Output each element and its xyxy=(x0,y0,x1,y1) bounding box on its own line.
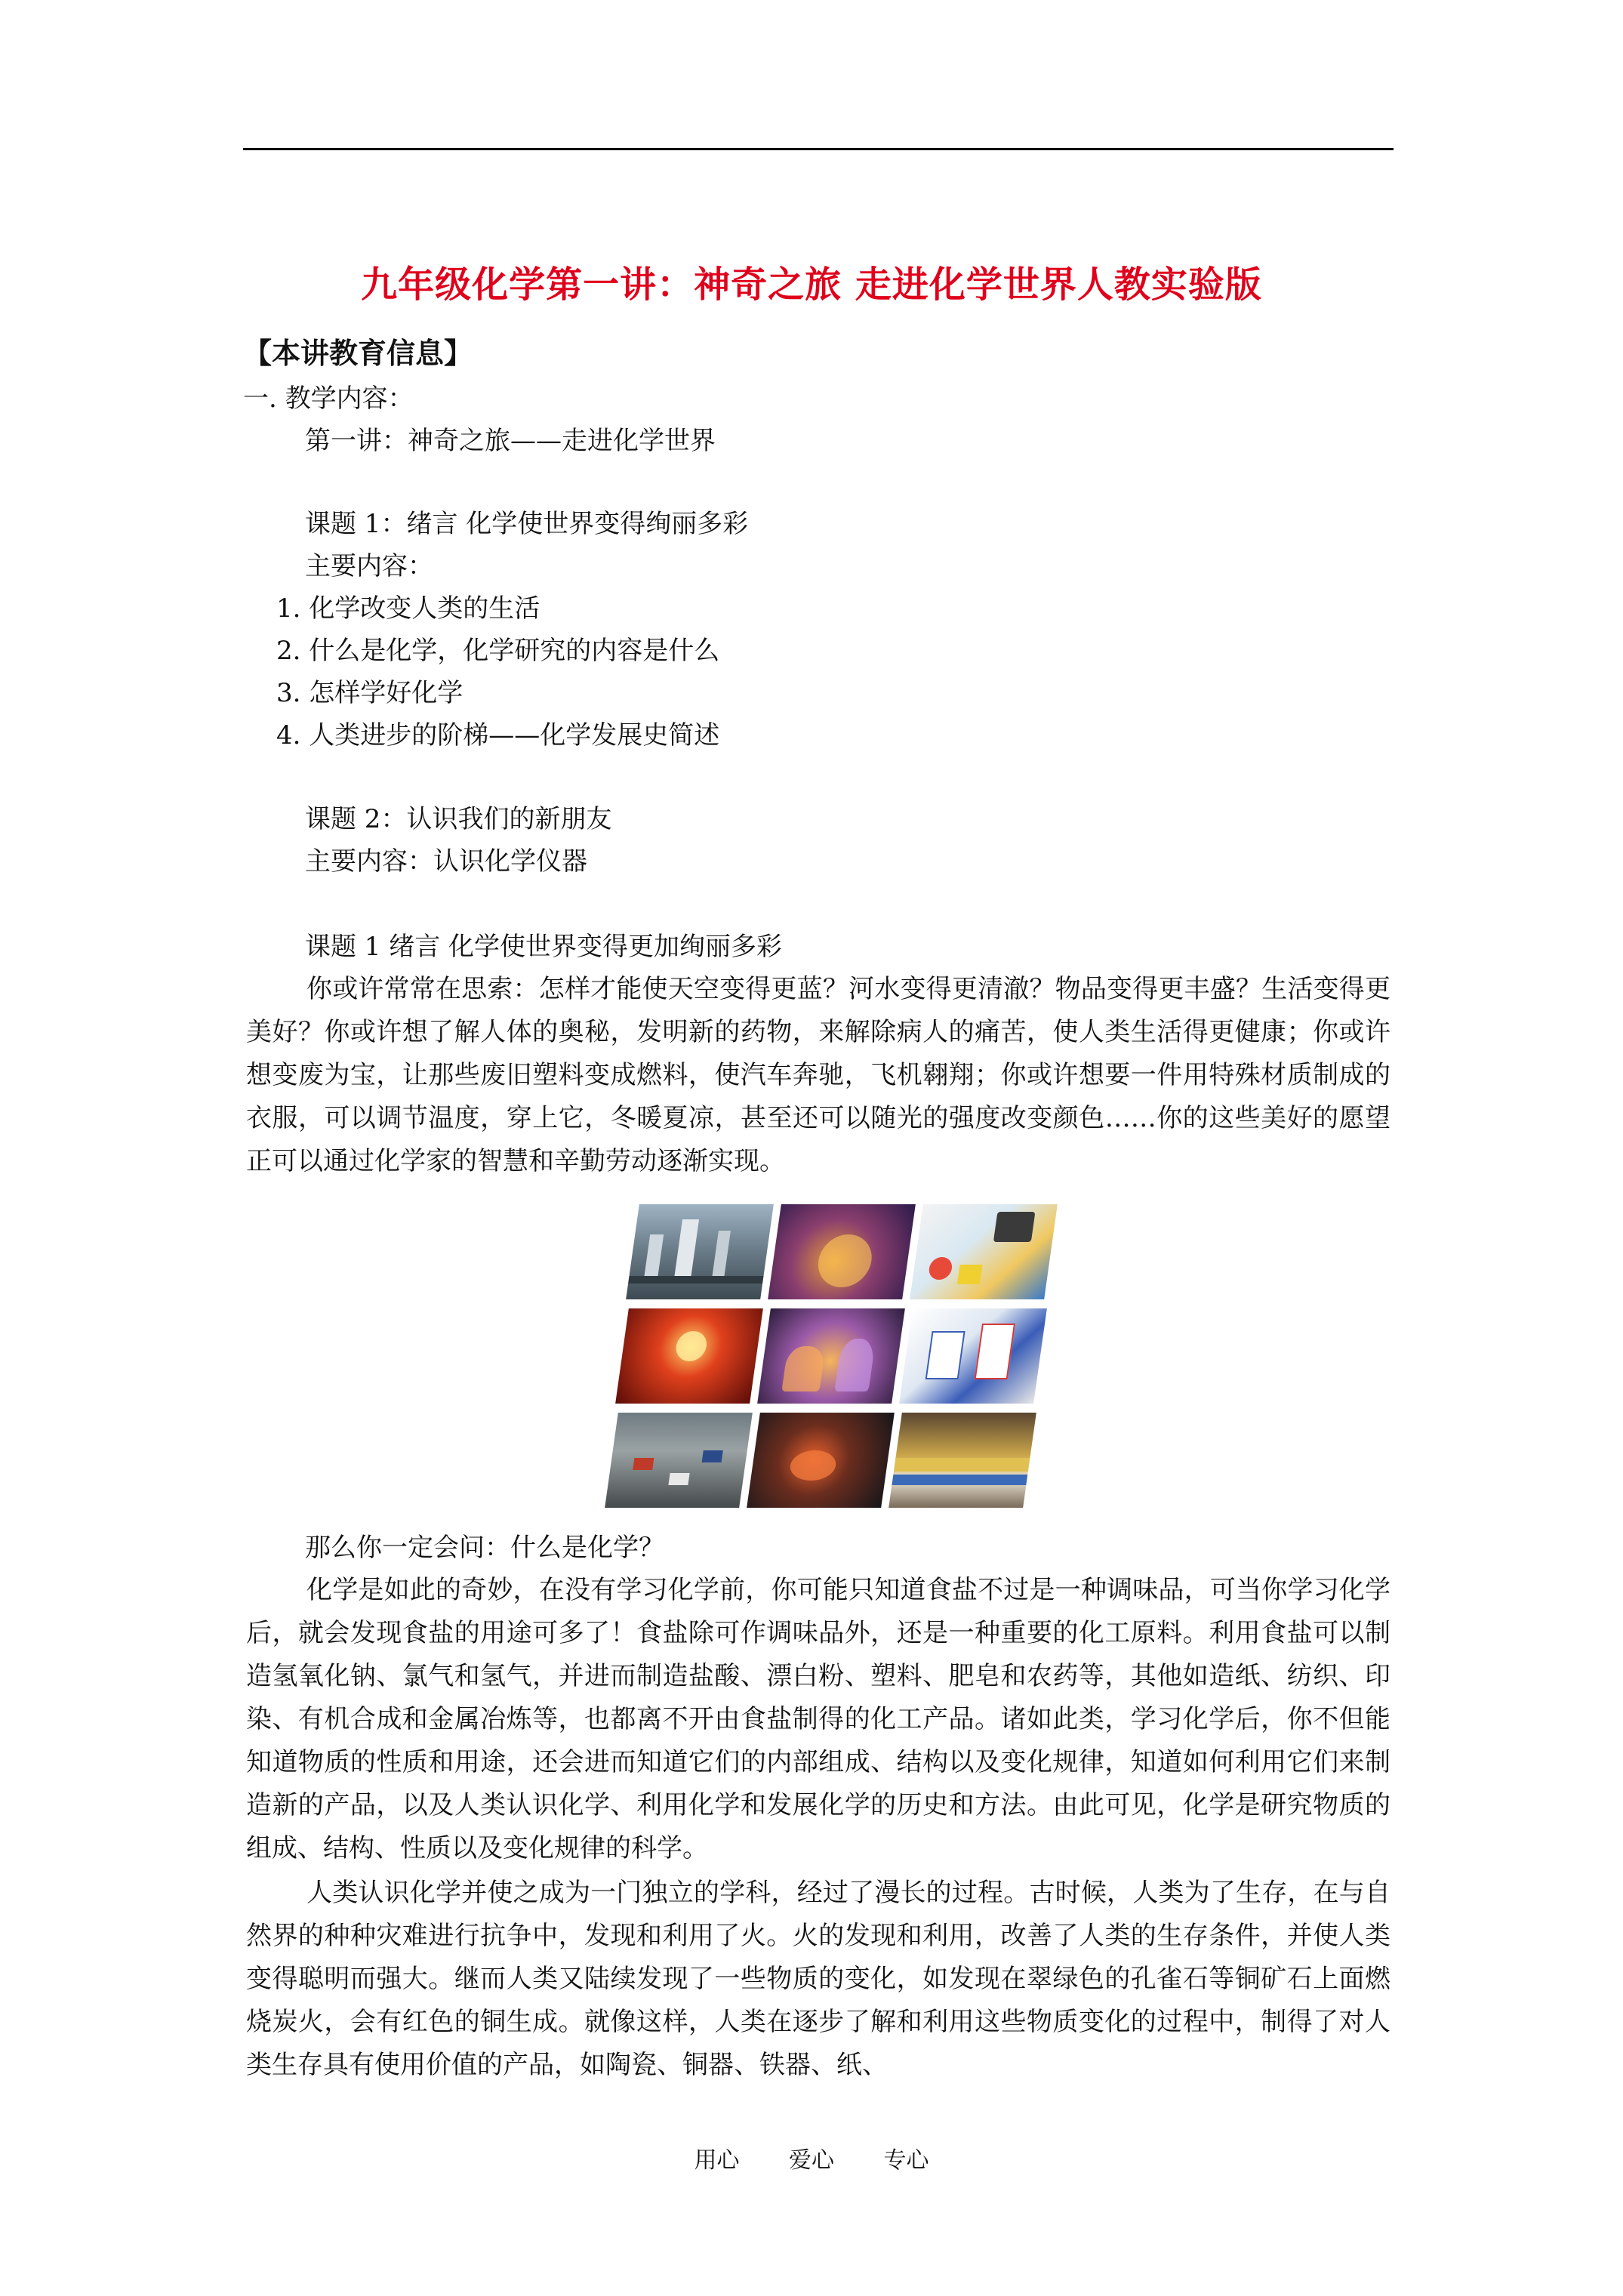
chemistry-photo-collage xyxy=(619,1204,1057,1510)
glassware-photo xyxy=(757,1308,905,1404)
chemical-flasks-photo xyxy=(768,1204,916,1299)
city-skyline-photo xyxy=(626,1204,774,1299)
traffic-road-photo xyxy=(605,1413,753,1508)
footer-word: 爱心 xyxy=(789,2147,834,2174)
paragraph-history: 人类认识化学并使之成为一门独立的学科，经过了漫长的过程。古时候，人类为了生存，在与自然界的种种灾难进行抗争中，发现和利用了火。火的发现和利用，改善了人类的生存条件，并使人类变得聪明而强大。继而人类又陆续发现了一些物质的变化，如发现在翠绿色的孔雀石等铜矿石上面燃烧炭火，会有红色的铜生成。就像这样，人类在逐步了解和利用这些物质变化的过程中，制得了对人类生存具有使用价值的产品，如陶瓷、铜器、铁器、纸、 xyxy=(246,1878,1390,2080)
info-header: 【本讲教育信息】 xyxy=(243,336,473,370)
page-title: 九年级化学第一讲：神奇之旅 走进化学世界人教实验版 xyxy=(361,264,1262,306)
footer-word: 用心 xyxy=(694,2147,740,2174)
lecture-title: 第一讲：神奇之旅——走进化学世界 xyxy=(305,426,716,456)
plastic-products-photo xyxy=(910,1204,1058,1299)
footer-word: 专心 xyxy=(883,2147,929,2174)
header-rule xyxy=(243,148,1394,150)
list-item: 2. 什么是化学，化学研究的内容是什么 xyxy=(276,636,720,666)
body-subtitle: 课题 1 绪言 化学使世界变得更加绚丽多彩 xyxy=(305,932,783,962)
paragraph-what-is-chemistry: 化学是如此的奇妙，在没有学习化学前，你可能只知道食盐不过是一种调味品，可当你学习化学后，就会发现食盐的用途可多了！食盐除可作调味品外，还是一种重要的化工原料。利用食盐可以制造氢氧化钠、氯气和氢气，并进而制造盐酸、漂白粉、塑料、肥皂和农药等，其他如造纸、纺织、印染、有机合成和金属冶炼等，也都离不开由食盐制得的化工产品。诸如此类，学习化学后，你不但能知道物质的性质和用途，还会进而知道它们的内部组成、结构以及变化规律，知道如何利用它们来制造新的产品，以及人类认识化学、利用化学和发展化学的历史和方法。由此可见，化学是研究物质的组成、结构、性质以及变化规律的科学。 xyxy=(246,1575,1390,1863)
question-line: 那么你一定会问：什么是化学？ xyxy=(305,1533,664,1563)
lab-reaction-photo xyxy=(747,1413,895,1508)
list-item: 3. 怎样学好化学 xyxy=(276,678,463,708)
page-footer xyxy=(0,2141,1623,2174)
paragraph-intro: 你或许常常在思索：怎样才能使天空变得更蓝？河水变得更清澈？物品变得更丰盛？生活变得更美好？你或许想了解人体的奥秘，发明新的药物，来解除病人的痛苦，使人类生活得更健康；你或许想变废为宝，让那些废旧塑料变成燃料，使汽车奔驰，飞机翱翔；你或许想要一件用特殊材质制成的衣服，可以调节温度，穿上它，冬暖夏凉，甚至还可以随光的强度改变颜色……你的这些美好的愿望正可以通过化学家的智慧和辛勤劳动逐渐实现。 xyxy=(246,974,1390,1176)
topic2-title: 课题 2：认识我们的新朋友 xyxy=(305,804,612,834)
textile-factory-photo xyxy=(888,1413,1036,1508)
topic1-title: 课题 1：绪言 化学使世界变得绚丽多彩 xyxy=(305,509,749,539)
fireworks-photo xyxy=(615,1308,763,1404)
medicine-bottles-photo xyxy=(899,1308,1047,1404)
list-item: 1. 化学改变人类的生活 xyxy=(276,593,540,624)
list-item: 4. 人类进步的阶梯——化学发展史简述 xyxy=(276,720,720,750)
topic1-main-label: 主要内容： xyxy=(305,551,433,581)
section-heading: 一. 教学内容： xyxy=(243,384,414,414)
topic2-main: 主要内容：认识化学仪器 xyxy=(305,846,587,877)
